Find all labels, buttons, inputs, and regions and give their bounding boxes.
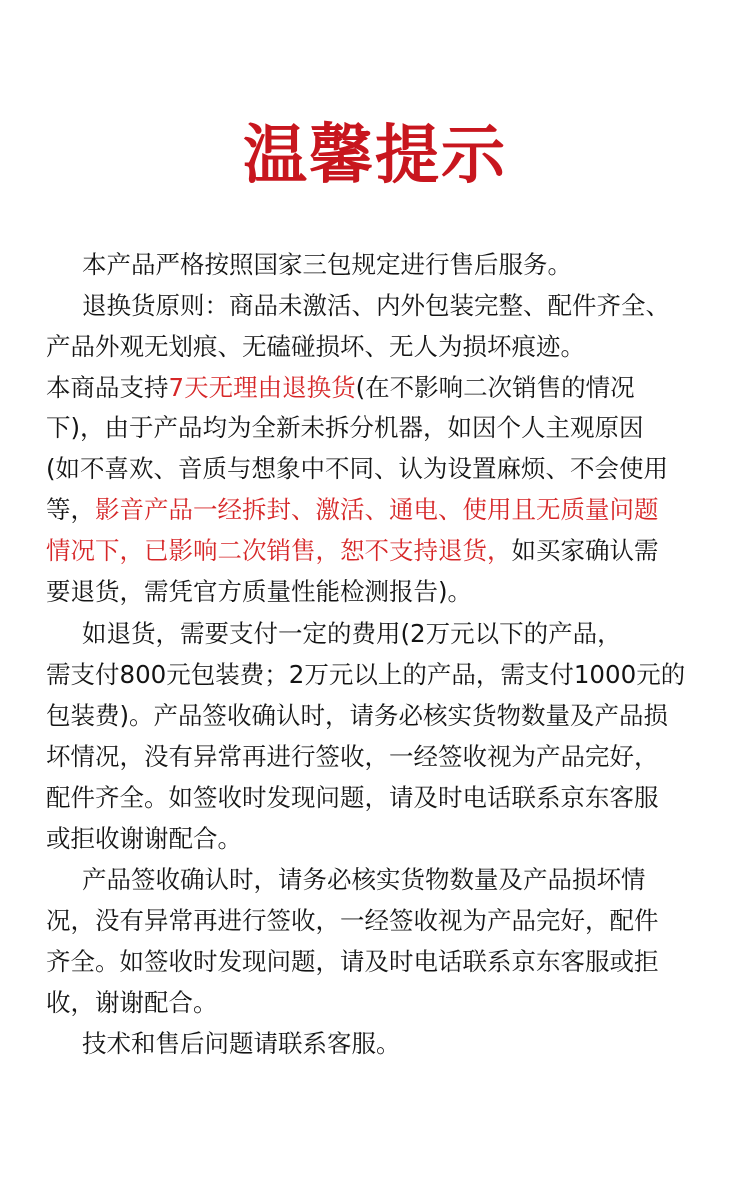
notice-line: 产品外观无划痕、无磕碰损坏、无人为损坏痕迹。 <box>46 332 585 361</box>
highlight-text: 7天无理由退换货 <box>168 373 356 402</box>
notice-line: 如退货，需要支付一定的费用(2万元以下的产品， <box>82 619 622 648</box>
notice-line <box>46 368 726 408</box>
notice-line <box>46 490 726 530</box>
highlight-text: 情况下，已影响二次销售，恕不支持退货， <box>46 536 512 565</box>
notice-line: 技术和售后问题请联系客服。 <box>82 1029 401 1058</box>
notice-text: (在不影响二次销售的情况 <box>355 373 635 402</box>
page-title: 温馨提示 <box>243 119 507 193</box>
notice-line: 退换货原则：商品未激活、内外包装完整、配件齐全、 <box>82 291 670 320</box>
notice-line: 况，没有异常再进行签收，一经签收视为产品完好，配件 <box>46 906 659 935</box>
notice-text: 等， <box>46 495 95 524</box>
notice-text: 本商品支持 <box>46 373 169 402</box>
notice-line: 包装费)。产品签收确认时，请务必核实货物数量及产品损 <box>46 701 669 730</box>
notice-line: (如不喜欢、音质与想象中不同、认为设置麻烦、不会使用 <box>46 454 669 483</box>
notice-line: 需支付800元包装费；2万元以上的产品，需支付1000元的 <box>46 660 686 689</box>
notice-line <box>46 531 726 571</box>
notice-line: 收，谢谢配合。 <box>46 988 218 1017</box>
notice-line: 产品签收确认时，请务必核实货物数量及产品损坏情 <box>82 865 646 894</box>
notice-line: 坏情况，没有异常再进行签收，一经签收视为产品完好， <box>46 742 659 771</box>
notice-line: 齐全。如签收时发现问题，请及时电话联系京东客服或拒 <box>46 947 659 976</box>
notice-line: 下)，由于产品均为全新未拆分机器，如因个人主观原因 <box>46 413 644 442</box>
notice-line: 或拒收谢谢配合。 <box>46 824 242 853</box>
notice-text: 如买家确认需 <box>511 536 659 565</box>
highlight-text: 影音产品一经拆封、激活、通电、使用且无质量问题 <box>95 495 659 524</box>
notice-line: 本产品严格按照国家三包规定进行售后服务。 <box>82 250 572 279</box>
notice-line: 配件齐全。如签收时发现问题，请及时电话联系京东客服 <box>46 783 659 812</box>
notice-line: 要退货，需凭官方质量性能检测报告)。 <box>46 577 473 606</box>
